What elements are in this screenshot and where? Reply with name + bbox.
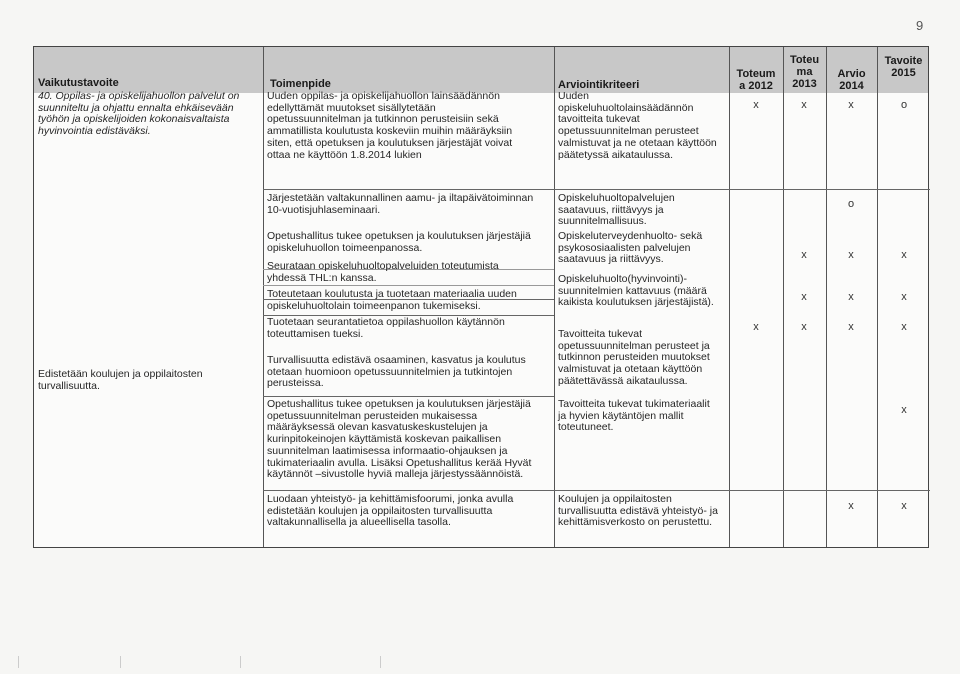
scan-mark	[380, 656, 381, 668]
action-text: Turvallisuutta edistävä osaaminen, kasvatus ja koulutus otetaan huomioon opetussuunnitelmien ja tutkintojen perusteissa.	[267, 354, 526, 390]
header-criteria: Arviointikriteeri	[558, 79, 640, 91]
row-divider	[263, 396, 554, 397]
mark-2015: o	[847, 198, 855, 210]
action-text: Järjestetään valtakunnallinen aamu- ja iltapäivätoiminnan 10-vuotisjuhlaseminaari.	[267, 192, 534, 216]
criteria-text: Opiskeluhuoltopalvelujen saatavuus, riittävyys ja suunnitelmallisuus.	[558, 192, 675, 228]
mark-2015: x	[901, 500, 907, 512]
header-2013	[783, 54, 826, 90]
header-2015	[877, 55, 930, 79]
mark-2015: x	[901, 404, 907, 416]
column-divider	[729, 47, 730, 547]
action-text: Tuotetaan seurantatietoa oppilashuollon käytännön toteuttamisen tueksi.	[267, 316, 505, 340]
action-text: Opetushallitus tukee opetuksen ja koulutuksen järjestäjiä opetussuunnitelman perusteiden mukaisessa määräyksessä olevan kasvatuskeskustelujen ja kurinpitokeinojen käyttämistä koskevan paikallisen suunnitelman laatimisessa informaatio-ohjauksen ja tukimateriaalin avulla. Lisäksi Opetushallitus kerää Hyvät käytännöt –sivustolle hyviä malleja järjestyssäännöistä.	[267, 398, 532, 481]
mark-2014: x	[848, 321, 854, 333]
evaluation-table	[33, 46, 929, 548]
column-divider	[783, 47, 784, 547]
scan-mark	[120, 656, 121, 668]
header-2013-line1: Toteu	[789, 54, 820, 66]
header-2014-line1: Arvio	[837, 68, 866, 80]
header-2012-line1: Toteum	[736, 68, 776, 80]
header-2014-line2: 2014	[839, 80, 864, 92]
criteria-text: Opiskeluterveydenhuolto- sekä psykososiaalisten palvelujen saatavuus ja riittävyys.	[558, 230, 703, 266]
header-2012	[729, 68, 783, 92]
criteria-text: Tavoitteita tukevat opetussuunnitelman perusteet ja tutkinnon perusteiden muutokset valmistuvat ja otetaan käyttöön päätettävässä aikataulussa.	[558, 328, 710, 387]
header-2014	[826, 68, 877, 92]
header-2015-line2: 2015	[891, 67, 916, 79]
action-text: Toteutetaan koulutusta ja tuotetaan materiaalia uuden opiskeluhuoltolain toimeenpanon tukemiseksi.	[267, 288, 517, 312]
header-goal: Vaikutustavoite	[38, 77, 119, 89]
header-action: Toimenpide	[270, 78, 331, 90]
header-2012-line2: a 2012	[739, 80, 773, 92]
criteria-text: Opiskeluhuolto(hyvinvointi)- suunnitelmien kattavuus (määrä kaikista koulutuksen järjestäjistä).	[558, 273, 714, 309]
header-2013-line3: 2013	[792, 78, 817, 90]
mark-2013: x	[801, 321, 807, 333]
mark-2014: x	[848, 500, 854, 512]
mark-2014: x	[848, 291, 854, 303]
scan-mark	[18, 656, 19, 668]
mark-2015: x	[901, 249, 907, 261]
row-divider	[263, 285, 554, 286]
column-divider	[263, 47, 264, 547]
mark-2015: x	[901, 321, 907, 333]
criteria-text: Uuden opiskeluhuoltolainsäädännön tavoitteita tukevat opetussuunnitelman perusteet valmistuvat ja ne otetaan käyttöön päätetyssä aikataulussa.	[558, 90, 717, 161]
header-2013-line2: ma	[796, 66, 813, 78]
mark-2015: o	[900, 99, 908, 111]
action-text: Seurataan opiskeluhuoltopalveluiden toteutumista yhdessä THL:n kanssa.	[267, 260, 499, 284]
mark-2014: x	[848, 99, 854, 111]
action-text: Opetushallitus tukee opetuksen ja koulutuksen järjestäjiä opiskeluhuollon toimeenpanossa.	[267, 230, 531, 254]
header-2015-line1: Tavoite	[884, 55, 923, 67]
mark-2013: x	[801, 99, 807, 111]
row-divider	[263, 490, 930, 491]
mark-2012: x	[753, 99, 759, 111]
scan-mark	[240, 656, 241, 668]
mark-2015: x	[901, 291, 907, 303]
column-divider	[826, 47, 827, 547]
mark-2013: x	[801, 249, 807, 261]
action-text: Uuden oppilas- ja opiskelijahuollon lainsäädännön edellyttämät muutokset sisällytetään opetussuunnitelman ja tutkinnon perusteisiin sekä ammatillista koulutusta koskeviin muihin määräyksiin siten, että opetuksen ja koulutuksen järjestäjät voivat ottaa ne käyttöön 1.8.2014 lukien	[267, 90, 513, 161]
goal-text-2: Edistetään koulujen ja oppilaitosten turvallisuutta.	[38, 368, 203, 392]
criteria-text: Koulujen ja oppilaitosten turvallisuutta edistävä yhteistyö- ja kehittämisverkosto on perustettu.	[558, 493, 718, 529]
mark-2014: x	[848, 249, 854, 261]
criteria-text: Tavoitteita tukevat tukimateriaalit ja hyvien käytäntöjen mallit toteutuneet.	[558, 398, 710, 434]
column-divider	[554, 47, 555, 547]
action-text: Luodaan yhteistyö- ja kehittämisfoorumi, jonka avulla edistetään koulujen ja oppilaitosten turvallisuutta valtakunnallisella ja alueellisella tasolla.	[267, 493, 514, 529]
mark-2013: x	[801, 291, 807, 303]
row-divider	[263, 189, 930, 190]
column-divider	[877, 47, 878, 547]
page-number: 9	[916, 18, 924, 33]
goal-text-1: 40. Oppilas- ja opiskelijahuollon palvelut on suunniteltu ja ohjattu ennalta ehkäisevään työhön ja opiskelijoiden kokonaisvaltaista hyvinvointia edistäväksi.	[38, 90, 240, 138]
mark-2012: x	[753, 321, 759, 333]
